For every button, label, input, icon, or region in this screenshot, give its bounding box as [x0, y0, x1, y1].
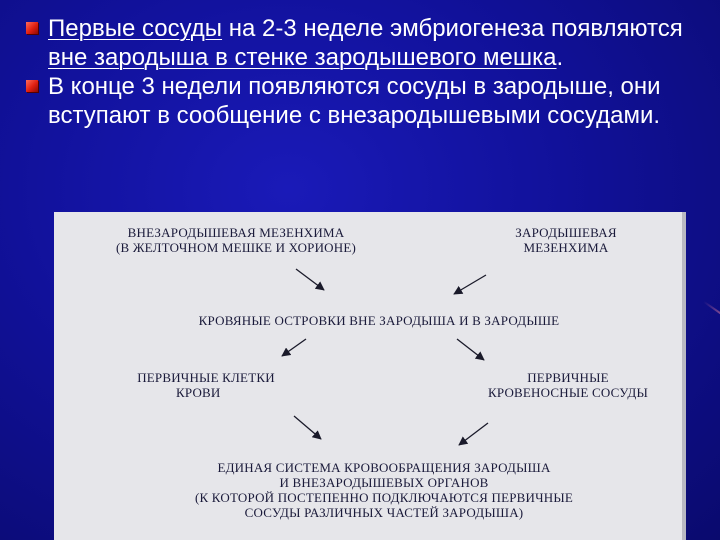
node-extra-embryonic-mesenchyme [80, 225, 392, 255]
node-line: КРОВЯНЫЕ ОСТРОВКИ ВНЕ ЗАРОДЫША И В ЗАРОДЫШЕ [198, 313, 560, 328]
node-line: МЕЗЕНХИМА [523, 240, 609, 255]
arrow-islands-to-blood-cells [282, 339, 306, 356]
bullet-text-part: . [556, 44, 564, 71]
node-line: (В ЖЕЛТОЧНОМ МЕШКЕ И ХОРИОНЕ) [115, 240, 357, 255]
node-line: ЕДИНАЯ СИСТЕМА КРОВООБРАЩЕНИЯ ЗАРОДЫША [217, 460, 551, 475]
bullet-list [24, 14, 704, 130]
bullet-item-first-vessels [24, 14, 704, 72]
arrow-extra-mesenchyme-to-islands [296, 269, 324, 290]
node-unified-circulation [124, 460, 644, 520]
arrow-islands-to-vessels [457, 339, 484, 360]
bullet-text [48, 15, 683, 71]
bullet-marker-icon [26, 80, 38, 92]
node-line: ВНЕЗАРОДЫШЕВАЯ МЕЗЕНХИМА [127, 225, 345, 240]
vasculogenesis-diagram [54, 212, 686, 540]
bullet-marker-icon [26, 22, 38, 34]
decorative-glare [703, 301, 720, 326]
bullet-item-end-of-week-3 [24, 72, 704, 130]
bullet-text [48, 73, 661, 129]
bullet-text-part: Первые сосуды [48, 15, 223, 42]
node-line: ЗАРОДЫШЕВАЯ [515, 225, 617, 240]
arrow-vessels-to-system [459, 423, 488, 445]
node-line: (К КОТОРОЙ ПОСТЕПЕННО ПОДКЛЮЧАЮТСЯ ПЕРВИЧНЫЕ [194, 490, 574, 505]
node-primary-blood-vessels [459, 370, 677, 400]
node-line: СОСУДЫ РАЗЛИЧНЫХ ЧАСТЕЙ ЗАРОДЫША) [244, 505, 524, 520]
bullet-text-part: вне зародыша в стенке зародышевого мешка [48, 44, 557, 71]
node-line: КРОВИ [176, 385, 221, 400]
node-line: ПЕРВИЧНЫЕ [527, 370, 609, 385]
node-line: И ВНЕЗАРОДЫШЕВЫХ ОРГАНОВ [279, 475, 489, 490]
bullet-text-part: на 2-3 неделе эмбриогенеза появляются [222, 15, 683, 42]
arrow-embryo-mesenchyme-to-islands [454, 275, 486, 294]
node-blood-islands [114, 313, 644, 328]
node-primary-blood-cells [106, 370, 306, 400]
arrow-blood-cells-to-system [294, 416, 321, 439]
node-embryonic-mesenchyme [492, 225, 640, 255]
bullet-text-part: В конце 3 недели появляются сосуды в зародыше, они вступают в сообщение с внезародышевыми сосудами. [48, 73, 661, 129]
node-line: ПЕРВИЧНЫЕ КЛЕТКИ [137, 370, 275, 385]
node-line: КРОВЕНОСНЫЕ СОСУДЫ [488, 385, 648, 400]
